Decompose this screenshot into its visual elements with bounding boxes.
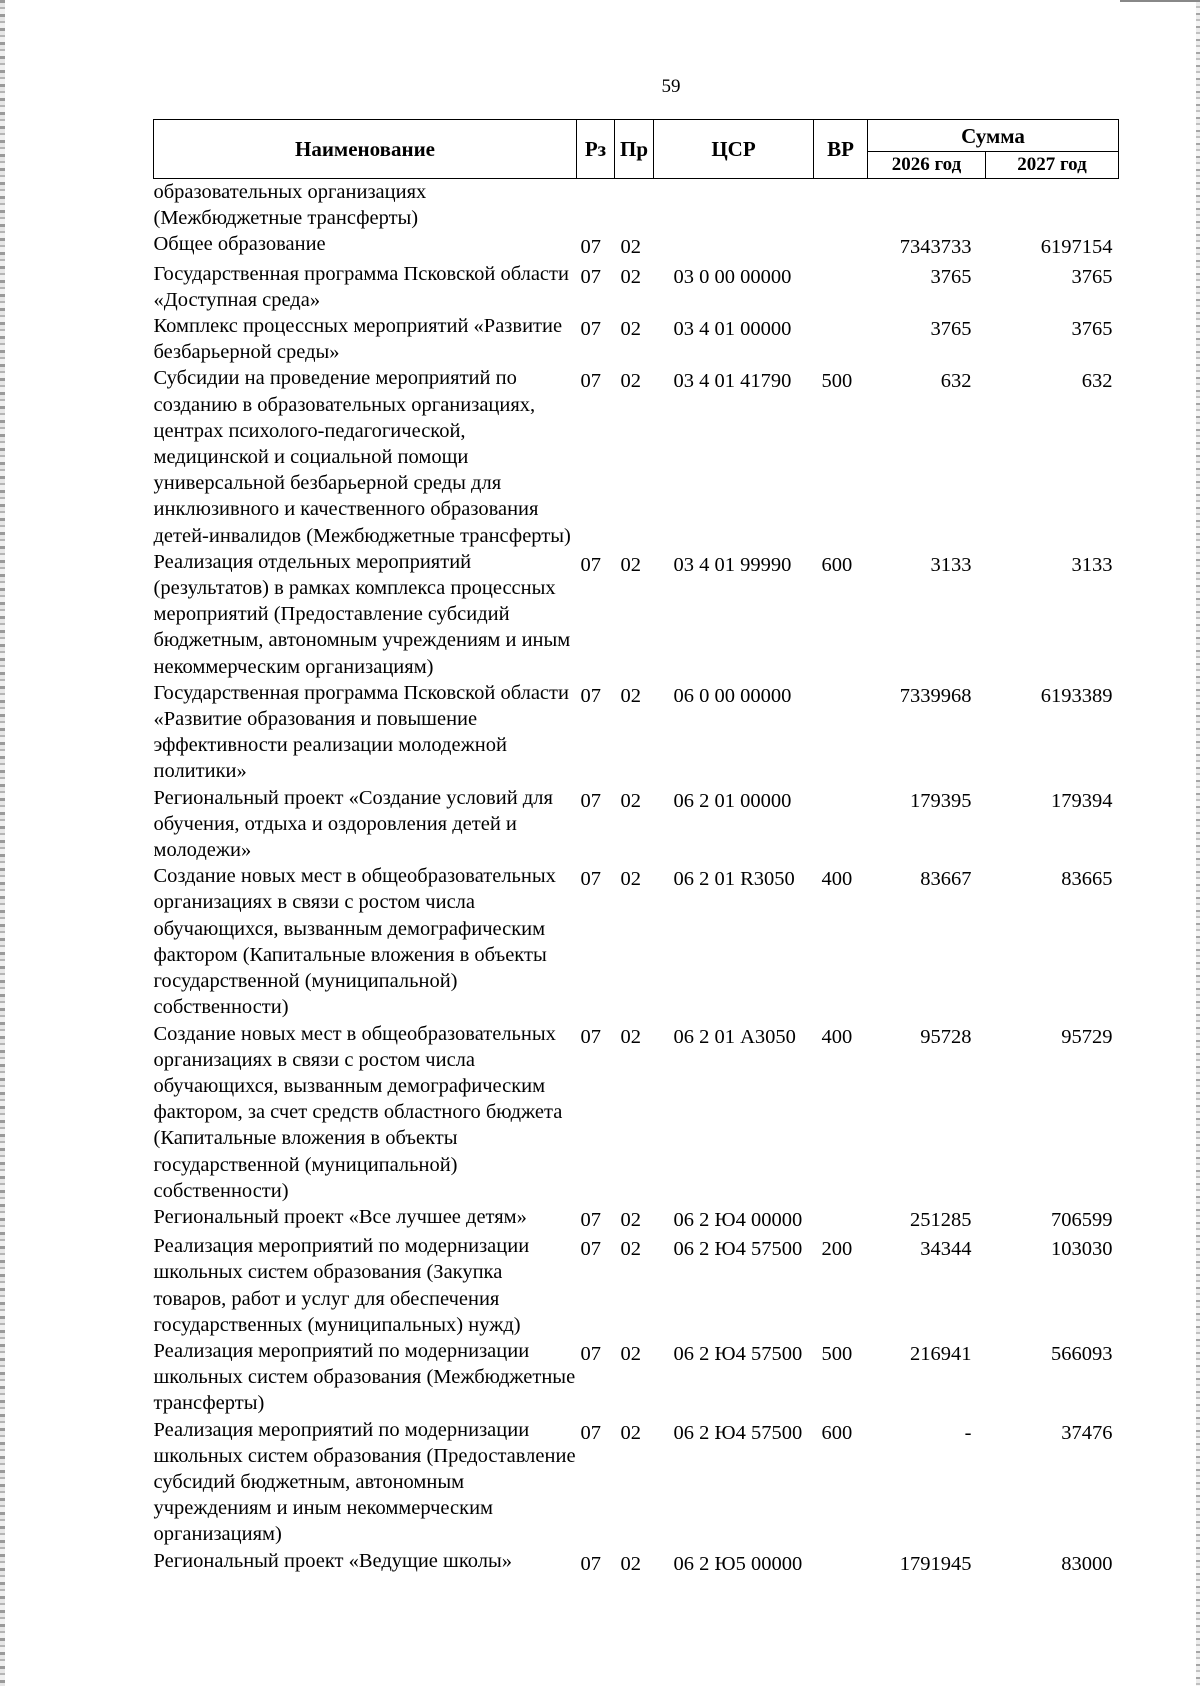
cell-name: Создание новых мест в общеобразовательных организациях в связи с ростом числа обучающихся, вызванным демографическим фактором (Капитальные вложения в объекты государственной (муниципальной) собственности) bbox=[153, 865, 556, 1019]
cell-rz: 07 bbox=[580, 553, 601, 576]
cell-name: Субсидии на проведение мероприятий по созданию в образовательных организациях, центрах психолого-педагогической, медицинской и социальной помощи универсальной безбарьерной среды для инклюзивного и качественного образования детей-инвалидов (Межбюджетные трансферты) bbox=[153, 367, 571, 547]
cell-csr: 06 2 Ю5 00000 bbox=[673, 1552, 803, 1575]
cell-rz: 07 bbox=[580, 1025, 601, 1048]
cell-sum-2027: 632 bbox=[1081, 370, 1113, 393]
cell-name: Общее образование bbox=[153, 233, 326, 256]
cell-name: Региональный проект «Все лучшее детям» bbox=[153, 1205, 527, 1228]
cell-sum-2026: 3133 bbox=[930, 553, 972, 576]
cell-sum-2027: 3133 bbox=[1071, 553, 1113, 576]
cell-csr bbox=[654, 231, 814, 260]
cell-csr: 06 2 Ю4 57500 bbox=[673, 1342, 803, 1365]
cell-pr: 02 bbox=[620, 1552, 641, 1575]
cell-name: Комплекс процессных мероприятий «Развитие безбарьерной среды» bbox=[153, 315, 563, 364]
cell-sum-2027: 3765 bbox=[1071, 318, 1113, 341]
cell-sum-2027: 3765 bbox=[1071, 265, 1113, 288]
header-name: Наименование bbox=[154, 120, 577, 179]
cell-vr: 600 bbox=[821, 553, 853, 576]
header-rz: Рз bbox=[577, 120, 615, 179]
header-sum: Сумма bbox=[868, 120, 1119, 152]
cell-name: Реализация мероприятий по модернизации школьных систем образования (Предоставление субсидий бюджетным, автономным учреждениям и иным некоммерческим организациям) bbox=[153, 1418, 576, 1546]
cell-sum-2026 bbox=[868, 179, 986, 232]
cell-rz: 07 bbox=[580, 684, 601, 707]
cell-name: Государственная программа Псковской области «Доступная среда» bbox=[153, 262, 569, 311]
cell-sum-2027: 37476 bbox=[1061, 1421, 1113, 1444]
cell-rz bbox=[577, 179, 615, 232]
cell-sum-2027: 95729 bbox=[1061, 1025, 1113, 1048]
cell-name: Региональный проект «Ведущие школы» bbox=[153, 1549, 512, 1572]
scan-edge-right bbox=[1196, 0, 1200, 1686]
cell-sum-2027 bbox=[986, 179, 1119, 232]
cell-pr: 02 bbox=[620, 1208, 641, 1231]
cell-vr bbox=[814, 680, 868, 785]
cell-pr: 02 bbox=[620, 318, 641, 341]
table-row bbox=[154, 1204, 1119, 1233]
cell-vr bbox=[814, 1548, 868, 1577]
cell-rz: 07 bbox=[580, 265, 601, 288]
cell-sum-2026: - bbox=[964, 1421, 972, 1444]
cell-csr: 03 4 01 99990 bbox=[673, 553, 792, 576]
cell-rz: 07 bbox=[580, 1342, 601, 1365]
cell-vr bbox=[814, 179, 868, 232]
cell-csr: 06 2 01 А3050 bbox=[673, 1025, 796, 1048]
cell-sum-2026: 3765 bbox=[930, 318, 972, 341]
cell-pr: 02 bbox=[620, 1025, 641, 1048]
table-row bbox=[154, 365, 1119, 548]
cell-pr: 02 bbox=[620, 236, 641, 259]
cell-csr: 06 2 01 00000 bbox=[673, 789, 792, 812]
table-row bbox=[154, 261, 1119, 313]
table-row bbox=[154, 313, 1119, 365]
header-csr: ЦСР bbox=[654, 120, 814, 179]
cell-pr: 02 bbox=[620, 1238, 641, 1261]
cell-sum-2027: 179394 bbox=[1051, 789, 1113, 812]
cell-sum-2027: 103030 bbox=[1051, 1238, 1113, 1261]
cell-pr bbox=[615, 179, 654, 232]
scan-corner-mark bbox=[1120, 0, 1200, 2]
table-row bbox=[154, 863, 1119, 1020]
cell-sum-2026: 251285 bbox=[910, 1208, 972, 1231]
cell-sum-2026: 179395 bbox=[910, 789, 972, 812]
cell-pr: 02 bbox=[620, 868, 641, 891]
header-pr: Пр bbox=[615, 120, 654, 179]
header-vr: ВР bbox=[814, 120, 868, 179]
cell-rz: 07 bbox=[580, 1421, 601, 1444]
cell-vr: 200 bbox=[821, 1238, 853, 1261]
cell-sum-2026: 1791945 bbox=[899, 1552, 972, 1575]
cell-sum-2026: 216941 bbox=[910, 1342, 972, 1365]
cell-sum-2027: 83665 bbox=[1061, 868, 1113, 891]
table-row bbox=[154, 680, 1119, 785]
cell-vr: 500 bbox=[821, 370, 853, 393]
table-body bbox=[154, 179, 1119, 1577]
cell-csr: 06 2 Ю4 57500 bbox=[673, 1238, 803, 1261]
cell-sum-2027: 566093 bbox=[1051, 1342, 1113, 1365]
cell-csr: 03 0 00 00000 bbox=[673, 265, 792, 288]
table-row bbox=[154, 231, 1119, 260]
header-year-2026: 2026 год bbox=[868, 152, 986, 179]
cell-csr: 06 0 00 00000 bbox=[673, 684, 792, 707]
cell-name: Региональный проект «Создание условий для обучения, отдыха и оздоровления детей и молодежи» bbox=[153, 786, 553, 862]
cell-rz: 07 bbox=[580, 789, 601, 812]
cell-vr: 400 bbox=[821, 868, 853, 891]
cell-rz: 07 bbox=[580, 318, 601, 341]
header-year-2027: 2027 год bbox=[986, 152, 1119, 179]
table-row bbox=[154, 179, 1119, 232]
cell-pr: 02 bbox=[620, 553, 641, 576]
cell-csr: 06 2 01 R3050 bbox=[673, 868, 795, 891]
cell-sum-2027: 706599 bbox=[1051, 1208, 1113, 1231]
cell-csr bbox=[654, 179, 814, 232]
cell-csr: 06 2 Ю4 57500 bbox=[673, 1421, 803, 1444]
cell-rz: 07 bbox=[580, 1238, 601, 1261]
cell-sum-2027: 6193389 bbox=[1040, 684, 1113, 707]
table-row bbox=[154, 1338, 1119, 1417]
scan-edge-left bbox=[0, 0, 5, 1686]
cell-rz: 07 bbox=[580, 868, 601, 891]
cell-csr: 06 2 Ю4 00000 bbox=[673, 1208, 803, 1231]
cell-name: Реализация мероприятий по модернизации школьных систем образования (Закупка товаров, работ и услуг для обеспечения государственных (муниципальных) нужд) bbox=[153, 1235, 530, 1336]
cell-sum-2026: 7339968 bbox=[899, 684, 972, 707]
cell-sum-2026: 3765 bbox=[930, 265, 972, 288]
cell-vr: 600 bbox=[821, 1421, 853, 1444]
cell-rz: 07 bbox=[580, 1208, 601, 1231]
cell-sum-2026: 95728 bbox=[920, 1025, 972, 1048]
table-header bbox=[154, 120, 1119, 179]
cell-rz: 07 bbox=[580, 370, 601, 393]
page-number: 59 bbox=[661, 76, 681, 97]
cell-pr: 02 bbox=[620, 789, 641, 812]
table-row bbox=[154, 1233, 1119, 1338]
cell-rz: 07 bbox=[580, 1552, 601, 1575]
cell-pr: 02 bbox=[620, 370, 641, 393]
cell-name: образовательных организациях (Межбюджетные трансферты) bbox=[153, 181, 427, 230]
cell-sum-2026: 632 bbox=[940, 370, 972, 393]
cell-sum-2027: 83000 bbox=[1061, 1552, 1113, 1575]
cell-name: Реализация отдельных мероприятий (результатов) в рамках комплекса процессных мероприятий (Предоставление субсидий бюджетным, автономным учреждениям и иным некоммерческим организациям) bbox=[153, 550, 571, 678]
table-row bbox=[154, 1548, 1119, 1577]
cell-vr: 400 bbox=[821, 1025, 853, 1048]
cell-csr: 03 4 01 41790 bbox=[673, 370, 792, 393]
cell-name: Государственная программа Псковской области «Развитие образования и повышение эффективности реализации молодежной политики» bbox=[153, 681, 569, 783]
cell-vr bbox=[814, 261, 868, 313]
cell-sum-2026: 83667 bbox=[920, 868, 972, 891]
cell-vr bbox=[814, 1204, 868, 1233]
cell-name: Реализация мероприятий по модернизации школьных систем образования (Межбюджетные трансферты) bbox=[153, 1339, 576, 1415]
budget-table bbox=[153, 119, 1119, 1577]
cell-sum-2027: 6197154 bbox=[1040, 236, 1113, 259]
cell-pr: 02 bbox=[620, 684, 641, 707]
cell-vr bbox=[814, 231, 868, 260]
cell-name: Создание новых мест в общеобразовательных организациях в связи с ростом числа обучающихся, вызванным демографическим фактором, за счет средств областного бюджета (Капитальные вложения в объекты государственной (муниципальной) собственности) bbox=[153, 1022, 563, 1202]
cell-pr: 02 bbox=[620, 265, 641, 288]
table-row bbox=[154, 1021, 1119, 1204]
table-row bbox=[154, 785, 1119, 864]
cell-vr bbox=[814, 785, 868, 864]
cell-vr: 500 bbox=[821, 1342, 853, 1365]
cell-vr bbox=[814, 313, 868, 365]
table-row bbox=[154, 1417, 1119, 1548]
cell-rz: 07 bbox=[580, 236, 601, 259]
cell-csr: 03 4 01 00000 bbox=[673, 318, 792, 341]
cell-pr: 02 bbox=[620, 1342, 641, 1365]
cell-sum-2026: 34344 bbox=[920, 1238, 972, 1261]
cell-sum-2026: 7343733 bbox=[899, 236, 972, 259]
table-row bbox=[154, 549, 1119, 680]
cell-pr: 02 bbox=[620, 1421, 641, 1444]
